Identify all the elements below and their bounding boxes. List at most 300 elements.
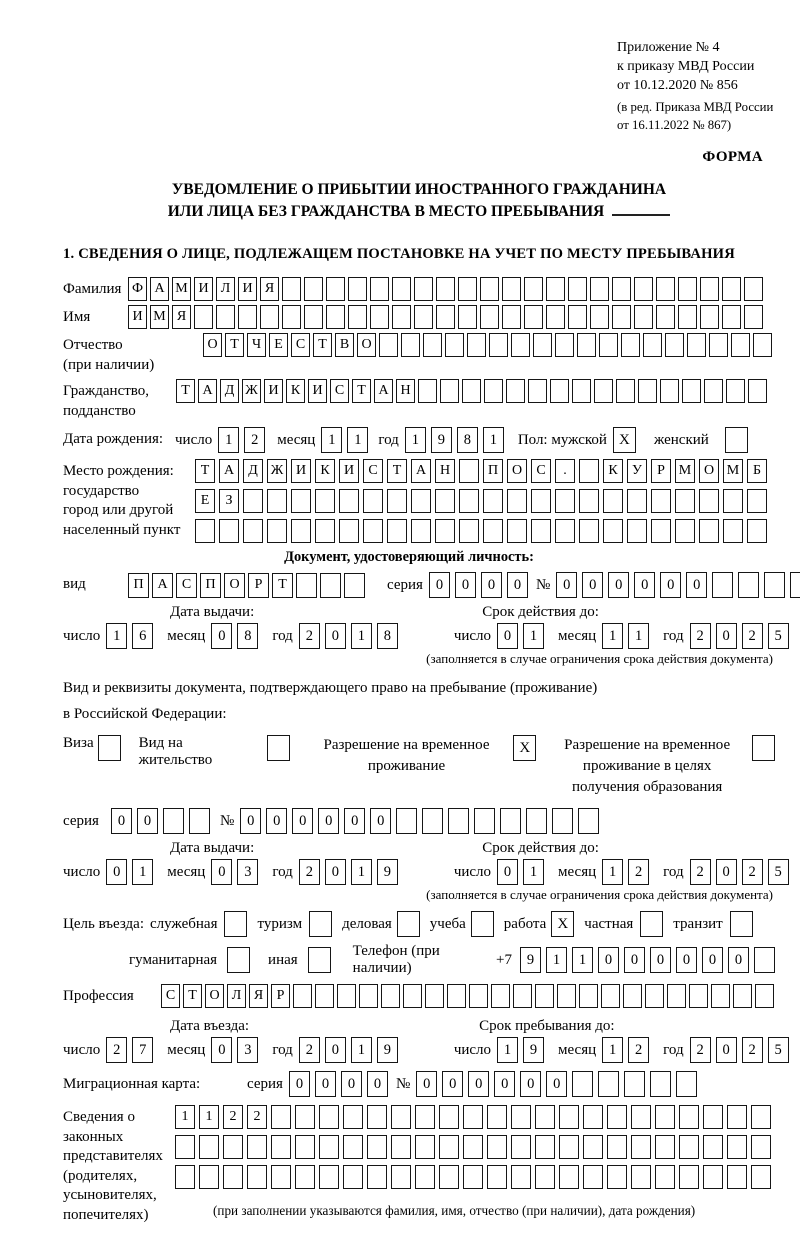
char-box [590,277,609,301]
char-box [704,379,723,403]
char-box [700,305,719,329]
char-box [568,277,587,301]
char-box [436,305,455,329]
char-box: 0 [520,1071,541,1097]
char-box [326,305,345,329]
char-box: 1 [218,427,239,453]
char-box: И [238,277,257,301]
char-box [733,984,752,1008]
char-box [722,277,741,301]
header-line-4: (в ред. Приказа МВД России [617,100,774,114]
sex-female-label: женский [653,431,709,448]
representatives-label-line6: попечителях) [63,1206,149,1223]
char-box [722,305,741,329]
birth-place-row [63,459,775,543]
char-box [526,808,547,834]
char-box [651,519,671,543]
residence-series-boxes [111,808,210,834]
char-box: Т [387,459,407,483]
char-box [387,489,407,513]
char-box [751,1165,771,1189]
residence-dates-row [63,859,782,885]
char-box [411,519,431,543]
char-box: 0 [598,947,619,973]
char-box [687,333,706,357]
char-box: О [224,573,245,598]
char-box [511,1135,531,1159]
representatives-label-line3: представителях [63,1148,163,1164]
char-box: И [339,459,359,483]
char-box [291,489,311,513]
char-box: Т [352,379,371,403]
char-box [445,333,464,357]
char-box [343,1135,363,1159]
char-box [689,984,708,1008]
char-box: 0 [497,859,518,885]
char-box [557,984,576,1008]
char-box: 0 [497,623,518,649]
migration-series-boxes [289,1071,388,1097]
char-box: 0 [507,572,528,598]
char-box: 2 [742,859,763,885]
char-box: П [200,573,221,598]
year-label: год [378,431,399,448]
char-box: 8 [377,623,398,649]
char-box: И [308,379,327,403]
char-box: 1 [199,1105,219,1129]
option-visa-checkbox [98,735,121,761]
char-box [755,984,774,1008]
entry-dates-row [63,1037,782,1063]
day-label: число [63,863,101,880]
char-box [612,305,631,329]
char-box [339,489,359,513]
char-box [392,305,411,329]
migration-number-label: № [395,1075,411,1092]
char-box: 0 [325,623,346,649]
char-box [319,1135,339,1159]
month-label: месяц [167,1041,206,1058]
char-box: У [627,459,647,483]
char-box [506,379,525,403]
month-label: месяц [167,627,206,644]
id-doc-kind-label: вид [63,576,86,593]
char-box: М [150,305,169,329]
char-box [422,808,443,834]
representatives-label-line2: законных [63,1128,124,1145]
char-box [483,519,503,543]
char-box [650,1071,671,1097]
char-box: Р [248,573,269,598]
char-box [751,1135,771,1159]
char-box [392,277,411,301]
char-box: Т [272,573,293,598]
char-box: И [128,305,147,329]
char-box [484,379,503,403]
char-box: 0 [429,572,450,598]
char-box [439,1105,459,1129]
char-box: Е [269,333,288,357]
char-box: 0 [481,572,502,598]
section1-heading: 1. СВЕДЕНИЯ О ЛИЦЕ, ПОДЛЕЖАЩЕМ ПОСТАНОВКЕ НА УЧЕТ ПО МЕСТУ ПРЕБЫВАНИЯ [63,246,735,262]
char-box: 1 [523,859,544,885]
char-box [679,1105,699,1129]
char-box [291,519,311,543]
char-box: 0 [325,1037,346,1063]
char-box [467,333,486,357]
char-box [396,808,417,834]
char-box [367,1165,387,1189]
char-box: С [330,379,349,403]
char-box [559,1165,579,1189]
char-box: 0 [315,1071,336,1097]
char-box: 0 [702,947,723,973]
char-box: 6 [132,623,153,649]
char-box [463,1105,483,1129]
char-box: 1 [405,427,426,453]
char-box [489,333,508,357]
char-box [247,1135,267,1159]
char-box [487,1135,507,1159]
citizenship-label [63,379,176,421]
char-box: Т [195,459,215,483]
char-box: 9 [431,427,452,453]
char-box: Д [220,379,239,403]
char-box [175,1165,195,1189]
char-box [712,572,733,598]
purpose-transit-label: транзит [673,915,723,932]
char-box: 1 [132,859,153,885]
representatives-note: (при заполнении указываются фамилия, имя, отчество (при наличии), дата рождения) [213,1203,696,1218]
char-box: Р [651,459,671,483]
char-box [343,1165,363,1189]
purpose-work-label: работа [503,915,547,932]
representatives-label-line5: усыновителях, [63,1187,157,1203]
char-box [738,572,759,598]
purpose-transit-checkbox [730,911,753,937]
char-box [645,984,664,1008]
char-box: Б [747,459,767,483]
residence-number-boxes [240,808,599,834]
char-box [315,519,335,543]
char-box [487,1165,507,1189]
char-box [727,1135,747,1159]
char-box [675,519,695,543]
char-box [469,984,488,1008]
char-box [531,489,551,513]
char-box [679,1165,699,1189]
char-box: 0 [624,947,645,973]
birth-place-boxes [195,459,767,543]
birth-place-label [63,459,195,540]
char-box [555,333,574,357]
char-box [559,1105,579,1129]
char-box: 0 [137,808,158,834]
option-temp-residence-edu-checkbox [752,735,775,761]
char-box [535,1135,555,1159]
char-box [474,808,495,834]
char-box: 0 [266,808,287,834]
char-box: Т [176,379,195,403]
char-box: 1 [351,623,372,649]
char-box: С [363,459,383,483]
char-box [703,1135,723,1159]
char-box: 1 [602,1037,623,1063]
char-box: 0 [556,572,577,598]
char-box: 1 [497,1037,518,1063]
char-box: 5 [768,859,789,885]
char-box [435,489,455,513]
char-box [753,333,772,357]
char-box: 1 [572,947,593,973]
char-box: Я [249,984,268,1008]
birth-date-row [63,427,775,453]
char-box [370,277,389,301]
char-box: 0 [292,808,313,834]
purpose-official-checkbox [224,911,247,937]
residence-issue-day [106,859,153,885]
char-box [507,519,527,543]
sex-male-checkbox: X [613,427,636,453]
char-box [463,1135,483,1159]
char-box: К [286,379,305,403]
char-box: 0 [370,808,391,834]
char-box: 0 [240,808,261,834]
char-box: 2 [106,1037,127,1063]
purpose-business-checkbox [397,911,420,937]
char-box [579,459,599,483]
char-box [590,305,609,329]
char-box: 1 [351,1037,372,1063]
char-box [339,519,359,543]
char-box: 1 [347,427,368,453]
char-box [487,1105,507,1129]
char-box [678,305,697,329]
char-box [189,808,210,834]
profession-boxes [161,984,774,1008]
citizenship-label-line1: Гражданство, [63,383,150,399]
char-box [387,519,407,543]
char-box [726,379,745,403]
char-box [524,277,543,301]
char-box [415,1105,435,1129]
char-box [572,1071,593,1097]
char-box [344,573,365,598]
char-box: Я [172,305,191,329]
id-doc-heading: Документ, удостоверяющий личность: [284,549,534,565]
representatives-boxes [175,1105,771,1219]
char-box: 0 [650,947,671,973]
char-box [747,489,767,513]
visit-purpose-row [63,911,775,937]
profession-row [63,984,775,1008]
given-name-row [63,305,775,329]
id-issue-day [106,623,153,649]
char-box: Е [195,489,215,513]
char-box: 0 [660,572,681,598]
char-box [423,333,442,357]
char-box [271,1105,291,1129]
char-box [304,277,323,301]
char-box: О [203,333,222,357]
char-box [175,1135,195,1159]
char-box [436,277,455,301]
day-label: число [175,431,213,448]
title-line-2-wrap [63,201,775,223]
profession-label: Профессия [63,988,134,1004]
citizenship-row [63,379,775,421]
char-box [439,1135,459,1159]
char-box: М [723,459,743,483]
residence-issue-month [211,859,258,885]
representatives-row-2 [175,1135,771,1159]
representatives-label-line4: (родителях, [63,1167,138,1184]
char-box [703,1165,723,1189]
char-box [643,333,662,357]
entry-day [106,1037,153,1063]
char-box: 2 [742,1037,763,1063]
char-box [447,984,466,1008]
char-box: С [291,333,310,357]
header-line-2: к приказу МВД России [617,59,755,74]
char-box: 0 [455,572,476,598]
char-box [751,1105,771,1129]
birth-place-row-2 [195,489,767,513]
residence-number-label: № [219,812,235,829]
char-box: 8 [237,623,258,649]
char-box [415,1135,435,1159]
char-box [415,1165,435,1189]
char-box [440,379,459,403]
month-label: месяц [558,627,597,644]
char-box: 0 [494,1071,515,1097]
char-box [594,379,613,403]
char-box [568,305,587,329]
char-box [260,305,279,329]
purpose-humanitarian-checkbox [227,947,250,973]
id-doc-valid-caption: Срок действия до: [482,604,599,620]
char-box: 9 [377,859,398,885]
citizenship-label-line2: подданство [63,402,136,419]
patronymic-boxes [203,333,772,357]
char-box [550,379,569,403]
char-box [631,1105,651,1129]
char-box [511,1165,531,1189]
char-box [579,519,599,543]
purpose-work-checkbox: X [551,911,574,937]
purpose-official-label: служебная [149,915,218,932]
char-box [598,1071,619,1097]
day-label: число [453,863,492,880]
char-box [247,1165,267,1189]
char-box [603,489,623,513]
char-box [656,277,675,301]
residence-issue-caption: Дата выдачи: [170,840,255,856]
char-box [727,1105,747,1129]
char-box: 5 [768,623,789,649]
day-label: число [453,1041,492,1058]
char-box: О [357,333,376,357]
char-box [612,277,631,301]
char-box: Д [243,459,263,483]
char-box [764,572,785,598]
char-box: 2 [628,859,649,885]
char-box: 0 [211,623,232,649]
year-label: год [663,627,684,644]
entry-captions [63,1018,775,1035]
char-box [319,1105,339,1129]
surname-boxes [128,277,763,301]
birth-day-boxes [218,427,265,453]
day-label: число [63,627,101,644]
id-doc-dates-row [63,623,782,649]
month-label: месяц [277,431,316,448]
id-doc-kind-boxes [128,573,365,598]
sex-male-label: Пол: мужской [517,431,607,448]
phone-boxes [520,947,775,973]
header-line-1: Приложение № 4 [617,40,720,55]
char-box [699,489,719,513]
birth-place-label-line1: Место рождения: [63,463,174,479]
representatives-label-line1: Сведения о [63,1109,135,1125]
migration-series-label: серия [247,1075,283,1092]
char-box [599,333,618,357]
char-box [631,1165,651,1189]
char-box [458,277,477,301]
char-box: 0 [634,572,655,598]
birth-year-boxes [405,427,504,453]
char-box [675,489,695,513]
char-box [363,489,383,513]
char-box: 0 [106,859,127,885]
char-box: 2 [690,859,711,885]
char-box [627,489,647,513]
patronymic-label-line1: Отчество [63,337,123,353]
char-box: 2 [299,859,320,885]
option-temp-residence-edu-label: Разрешение на временное проживание в целях получения образования [564,737,731,795]
title-line-2: ИЛИ ЛИЦА БЕЗ ГРАЖДАНСТВА В МЕСТО ПРЕБЫВАНИЯ [167,203,605,220]
char-box: 1 [546,947,567,973]
char-box [194,305,213,329]
purpose-tourism-label: туризм [257,915,303,932]
id-doc-number-label: № [535,576,551,593]
option-visa-label: Виза [63,735,94,751]
char-box: В [335,333,354,357]
month-label: месяц [558,863,597,880]
char-box: 8 [457,427,478,453]
residence-note: (заполняется в случае ограничения срока действия документа) [426,887,773,902]
char-box [709,333,728,357]
residence-series-row [63,808,775,834]
char-box [343,1105,363,1129]
char-box: С [161,984,180,1008]
char-box: О [507,459,527,483]
char-box: М [172,277,191,301]
char-box [459,489,479,513]
char-box [754,947,775,973]
char-box: О [205,984,224,1008]
char-box [682,379,701,403]
purpose-study-label: учеба [429,915,466,932]
char-box [411,489,431,513]
char-box: 2 [690,1037,711,1063]
char-box: С [176,573,197,598]
residence-valid-caption: Срок действия до: [482,840,599,856]
char-box [533,333,552,357]
char-box: 1 [602,859,623,885]
char-box [655,1135,675,1159]
char-box [660,379,679,403]
